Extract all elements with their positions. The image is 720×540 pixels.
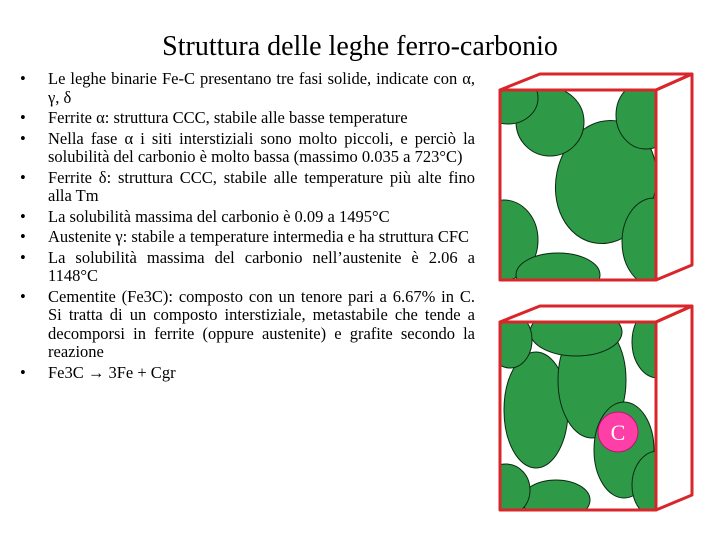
bullet-item-phases: • Le leghe binarie Fe-C presentano tre fasi solide, indicate con α, γ, δ: [20, 70, 475, 107]
iron-atom: [632, 451, 684, 515]
bullet-item-ferrite-alpha: • Ferrite α: struttura CCC, stabile alle basse temperature: [20, 109, 475, 128]
bullet-item-delta-solubility: • La solubilità massima del carbonio è 0.09 a 1495°C: [20, 208, 475, 227]
carbon-atom: [598, 412, 638, 452]
bullet-item-ferrite-delta: • Ferrite δ: struttura CCC, stabile alle temperature più alte fino alla Tm: [20, 169, 475, 206]
bullet-item-reaction: • Fe3C → 3Fe + Cgr: [20, 364, 475, 383]
bcc-unit-cell-illustration: [496, 70, 696, 285]
bullet-item-alpha-interstitial: • Nella fase α i siti interstiziali sono molto piccoli, e perciò la solubilità del carbonio è molto bassa (massimo 0.035 a 723°C): [20, 130, 475, 167]
fcc-unit-cell-illustration: [496, 300, 696, 515]
iron-atom: [530, 308, 622, 356]
bullet-list: [20, 70, 475, 384]
carbon-atom-label: C: [610, 420, 626, 445]
iron-atom: [632, 306, 684, 378]
bullet-item-austenite: • Austenite γ: stabile a temperature intermedia e ha struttura CFC: [20, 228, 475, 247]
bullet-item-austenite-solubility: • La solubilità massima del carbonio nell’austenite è 2.06 a 1148°C: [20, 249, 475, 286]
bullet-item-cementite: • Cementite (Fe3C): composto con un tenore pari a 6.67% in C. Si tratta di un composto interstiziale, metastabile che tende a decomporsi in ferrite (oppure austenite) e grafite secondo la reazione: [20, 288, 475, 362]
page-title: Struttura delle leghe ferro-carbonio: [162, 31, 558, 62]
